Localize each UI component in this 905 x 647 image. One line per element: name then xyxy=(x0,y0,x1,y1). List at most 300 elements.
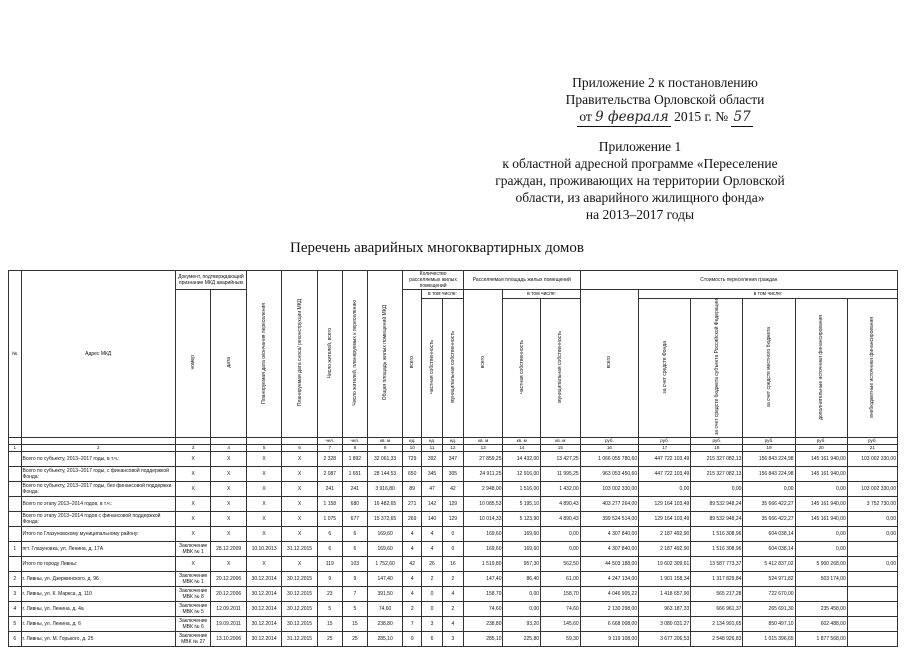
table-row-cell: 6 668 008,00 xyxy=(580,616,638,631)
table-row-cell: 28.12.2009 xyxy=(211,541,246,556)
table-row-cell: X xyxy=(175,511,210,526)
table-row-cell: 1 066 055 780,60 xyxy=(580,451,638,466)
table-row-cell: 103 002 330,00 xyxy=(847,451,897,466)
header-premises-incl: в том числе: xyxy=(422,290,464,299)
table-row-cell: 3 xyxy=(422,616,443,631)
table-row-cell: 269 xyxy=(403,511,422,526)
table-row-cell: 850 497,10 xyxy=(743,616,795,631)
table-row-cell: 4 307 840,00 xyxy=(580,541,638,556)
table-row-cell: 31.12.2015 xyxy=(282,541,317,556)
table-row-cell: 4 xyxy=(422,541,443,556)
table-row-cell: 11 995,25 xyxy=(541,466,581,481)
table-row-cell: X xyxy=(175,481,210,496)
table-row-cell xyxy=(9,451,22,466)
table-row-cell: 86,40 xyxy=(503,571,541,586)
table-row-cell: X xyxy=(175,556,210,571)
table-row-cell: 4 890,43 xyxy=(541,496,581,511)
table-row-cell: 30.12.2014 xyxy=(246,571,281,586)
table-row-cell: 19.09.2011 xyxy=(211,616,246,631)
table-row-cell: 10 085,53 xyxy=(463,496,503,511)
table-row-cell: X xyxy=(246,481,281,496)
table-row-cell: 215 327 082,13 xyxy=(691,466,743,481)
table-row-cell: пгт. Глазуновка, ул. Ленина, д. 17А xyxy=(21,541,175,556)
table-row-cell: 129 164 103,49 xyxy=(639,496,691,511)
units-row-cell: ед. xyxy=(403,437,422,444)
header-area-private: частная собственность xyxy=(503,299,541,438)
buildings-table-wrapper xyxy=(8,270,898,647)
table-row-cell: 129 164 103,49 xyxy=(639,511,691,526)
table-row-cell: 399 524 514,00 xyxy=(580,511,638,526)
table-row-cell: 3 752 730,00 xyxy=(847,496,897,511)
table-row-cell: 345 xyxy=(422,466,443,481)
table-row-cell: 9 xyxy=(403,631,422,646)
table-row-cell: 44 503 188,00 xyxy=(580,556,638,571)
table-row-cell: 0,00 xyxy=(795,526,847,541)
table-row-cell: 2 328 xyxy=(317,451,342,466)
table-row-cell: 0,00 xyxy=(795,481,847,496)
table-row-cell: X xyxy=(246,451,281,466)
table-row-cell: 20.12.2006 xyxy=(211,571,246,586)
table-row-cell: 2 xyxy=(442,601,463,616)
table-row-cell: 25 xyxy=(317,631,342,646)
table-row-cell: 3 080 031,27 xyxy=(639,616,691,631)
units-row-cell: чел. xyxy=(317,437,342,444)
column-numbers-row-cell: 17 xyxy=(639,444,691,451)
header-cost: Стоимость переселения граждан xyxy=(580,271,897,290)
table-row-cell: 225,80 xyxy=(503,631,541,646)
appendix-1-header xyxy=(490,138,790,223)
table-row xyxy=(9,466,898,481)
units-row-cell: руб. xyxy=(580,437,638,444)
table-row-cell: 15 xyxy=(342,616,367,631)
table-row-cell: 158,70 xyxy=(541,586,581,601)
table-row-cell: 145 161 940,00 xyxy=(795,496,847,511)
table-row-cell: 2 187 492,90 xyxy=(639,541,691,556)
header-area: Общая площадь жилых помещений МКД xyxy=(367,271,402,438)
header-area-total: всего xyxy=(463,290,503,438)
table-row-cell: 147,40 xyxy=(367,571,402,586)
appendix-1-line3: граждан, проживающих на территории Орловской xyxy=(495,173,785,188)
header-cost-local: за счет средств местного бюджета xyxy=(743,299,795,438)
column-numbers-row-cell: 12 xyxy=(442,444,463,451)
table-row-cell: г. Ливны, ул. Ленина, д. 6 xyxy=(21,616,175,631)
table-row-cell: 129 xyxy=(442,496,463,511)
units-row-cell: руб. xyxy=(743,437,795,444)
table-row-cell: 1 892 xyxy=(342,451,367,466)
table-row-cell: 2 xyxy=(9,571,22,586)
table-row-cell: 0 xyxy=(442,541,463,556)
table-row-cell: 447 722 103,49 xyxy=(639,451,691,466)
table-row-cell: 145 161 940,00 xyxy=(795,451,847,466)
table-row-cell xyxy=(9,556,22,571)
table-row-cell: 61,00 xyxy=(541,571,581,586)
appendix-1-line1: Приложение 1 xyxy=(598,139,682,154)
table-row-cell: 4 xyxy=(403,526,422,541)
table-row-cell: 6 xyxy=(342,526,367,541)
table-row xyxy=(9,451,898,466)
table-row-cell: 42 xyxy=(442,481,463,496)
table-row-cell: 35 666 422,27 xyxy=(743,511,795,526)
table-row-cell: 5 xyxy=(317,601,342,616)
table-row-cell: 5 xyxy=(9,616,22,631)
table-row-cell: 4 890,43 xyxy=(541,511,581,526)
table-row-cell: X xyxy=(282,481,317,496)
table-row-cell: 145 161 940,00 xyxy=(795,466,847,481)
appendix-2-line1: Приложение 2 к постановлению xyxy=(572,75,758,90)
table-row-cell xyxy=(847,541,897,556)
table-row-cell: Всего по этапу 2013–2014 годов с финансовой поддержкой Фонда: xyxy=(21,511,175,526)
table-row-cell: 604 038,14 xyxy=(743,541,795,556)
table-row-cell: 12 916,00 xyxy=(503,466,541,481)
table-row-cell xyxy=(795,586,847,601)
table-row-cell: X xyxy=(211,526,246,541)
table-row-cell: 0,00 xyxy=(691,481,743,496)
table-row-cell: 47 xyxy=(422,481,443,496)
table-row-cell: 158,70 xyxy=(463,586,503,601)
table-row-cell: 30.12.2014 xyxy=(246,586,281,601)
table-row-cell: 1 432,00 xyxy=(541,481,581,496)
table-row-cell: 20.12.2006 xyxy=(211,586,246,601)
table-row-cell: 145 161 940,00 xyxy=(795,511,847,526)
header-area-municipal: муниципальная собственность xyxy=(541,299,581,438)
table-row-cell: 0,00 xyxy=(847,526,897,541)
table-row-cell: 3 677 206,53 xyxy=(639,631,691,646)
table-row-cell: 1 516 308,96 xyxy=(691,526,743,541)
units-row-cell: чел. xyxy=(342,437,367,444)
table-row-cell: Заключение МВК № 1 xyxy=(175,571,210,586)
table-row-cell: 74,60 xyxy=(541,601,581,616)
table-row-cell: 285,10 xyxy=(463,631,503,646)
column-numbers-row-cell: 5 xyxy=(246,444,281,451)
table-row-cell: 2 130 298,00 xyxy=(580,601,638,616)
table-row-cell: 650 xyxy=(403,466,422,481)
table-row-cell xyxy=(9,496,22,511)
table-row-cell: X xyxy=(246,526,281,541)
table-row-cell: X xyxy=(282,466,317,481)
table-row-cell: X xyxy=(211,451,246,466)
table-row-cell: 391,50 xyxy=(367,586,402,601)
units-row-cell: руб. xyxy=(795,437,847,444)
table-row-cell: 238,80 xyxy=(367,616,402,631)
table-row-cell: X xyxy=(211,466,246,481)
table-row-cell: X xyxy=(246,556,281,571)
appendix-2-line2: Правительства Орловской области xyxy=(565,92,765,107)
table-row-cell: 1 651 xyxy=(342,466,367,481)
table-row-cell: X xyxy=(246,496,281,511)
table-row-cell: 5 900 268,00 xyxy=(795,556,847,571)
table-row xyxy=(9,571,898,586)
units-row-cell xyxy=(175,437,210,444)
table-row-cell: 169,60 xyxy=(463,541,503,556)
table-row-cell: X xyxy=(211,481,246,496)
table-row-cell: X xyxy=(175,451,210,466)
table-row-cell: 5 195,10 xyxy=(503,496,541,511)
appendix-1-line4: области, из аварийного жилищного фонда» xyxy=(515,190,765,205)
table-row-cell: 74,60 xyxy=(463,601,503,616)
table-row-cell: 30.12.2015 xyxy=(282,616,317,631)
table-row-cell: 13 587 773,37 xyxy=(691,556,743,571)
table-row-cell: 10.10.2013 xyxy=(246,541,281,556)
table-row-cell: г. Ливны, ул. Ленина, д. 4а xyxy=(21,601,175,616)
units-row-cell xyxy=(282,437,317,444)
table-row-cell: 241 xyxy=(317,481,342,496)
table-row-cell: 10 014,33 xyxy=(463,511,503,526)
handwritten-date: 9 февраля xyxy=(595,109,669,125)
header-planned-demolition: Планируемая дата сноса/ реконструкции МКД xyxy=(282,271,317,438)
table-row-cell: 35 666 422,27 xyxy=(743,496,795,511)
table-row xyxy=(9,541,898,556)
column-numbers-row-cell: 18 xyxy=(691,444,743,451)
table-row-cell: 2 087 xyxy=(317,466,342,481)
header-doc-date: дата xyxy=(211,290,246,438)
column-numbers-row-cell: 4 xyxy=(211,444,246,451)
units-row-cell xyxy=(246,437,281,444)
header-document: Документ, подтверждающий признание МКД аварийным xyxy=(175,271,246,290)
table-row-cell: 59,30 xyxy=(541,631,581,646)
table-row-cell: 12.09.2011 xyxy=(211,601,246,616)
table-row-cell: 1 418 657,90 xyxy=(639,586,691,601)
table-row-cell: 215 327 082,13 xyxy=(691,451,743,466)
table-row-cell: 145,60 xyxy=(541,616,581,631)
table-row-cell xyxy=(847,616,897,631)
table-row-cell: 0 xyxy=(442,526,463,541)
table-row-cell: 2 xyxy=(422,571,443,586)
table-row-cell: 169,60 xyxy=(367,526,402,541)
units-row-cell: кв. м xyxy=(463,437,503,444)
header-planned-end: Планируемая дата окончания переселения xyxy=(246,271,281,438)
table-row-cell: 15 372,65 xyxy=(367,511,402,526)
table-row-cell: X xyxy=(282,511,317,526)
table-row-cell: 27 859,25 xyxy=(463,451,503,466)
table-row-cell: 2 948,00 xyxy=(463,481,503,496)
table-row-cell: 26 xyxy=(422,556,443,571)
column-numbers-row-cell: 19 xyxy=(743,444,795,451)
table-row-cell: Итого по Глазуновскому муниципальному району: xyxy=(21,526,175,541)
units-row-cell: кв. м xyxy=(541,437,581,444)
table-row-cell: Итого по городу Ливны: xyxy=(21,556,175,571)
table-row-cell: 0 xyxy=(422,601,443,616)
table-row-cell: 28 144,53 xyxy=(367,466,402,481)
table-row-cell: 3 916,80 xyxy=(367,481,402,496)
table-row-cell: 4 xyxy=(9,601,22,616)
table-row-cell: 3 xyxy=(9,586,22,601)
header-cost-fund: за счет средств Фонда xyxy=(639,299,691,438)
table-row-cell: X xyxy=(211,496,246,511)
table-row-cell: 4 xyxy=(403,586,422,601)
table-row xyxy=(9,511,898,526)
table-row-cell: X xyxy=(211,556,246,571)
table-row-cell: 13 427,25 xyxy=(541,451,581,466)
column-numbers-row-cell: 7 xyxy=(317,444,342,451)
table-row-cell: 729 xyxy=(403,451,422,466)
header-area-incl: в том числе: xyxy=(503,290,580,299)
header-cost-incl: в том числе: xyxy=(639,290,898,299)
table-row-cell: 963 053 450,60 xyxy=(580,466,638,481)
table-row-cell: 0,00 xyxy=(541,526,581,541)
table-row-cell: 1 317 829,84 xyxy=(691,571,743,586)
table-row-cell: 31.12.2015 xyxy=(282,631,317,646)
table-row-cell: 4 xyxy=(422,526,443,541)
table-row-cell: 285,10 xyxy=(367,631,402,646)
column-numbers-row-cell: 11 xyxy=(422,444,443,451)
table-row-cell xyxy=(847,571,897,586)
decree-number-label: № xyxy=(715,109,729,124)
table-row-cell: 680 xyxy=(342,496,367,511)
table-row-cell: 42 xyxy=(403,556,422,571)
table-row-cell xyxy=(847,586,897,601)
table-row-cell: 4 xyxy=(442,586,463,601)
table-row-cell: 7 xyxy=(403,616,422,631)
units-row-cell: руб. xyxy=(639,437,691,444)
table-row-cell: 169,60 xyxy=(463,526,503,541)
table-row-cell: 169,60 xyxy=(367,541,402,556)
column-numbers-row-cell: 15 xyxy=(541,444,581,451)
table-row-cell: 1 519,80 xyxy=(463,556,503,571)
units-row-cell: руб. xyxy=(847,437,897,444)
table-row-cell: 30.12.2014 xyxy=(246,601,281,616)
table-row-cell: 5 123,90 xyxy=(503,511,541,526)
table-row-cell xyxy=(9,511,22,526)
table-row-cell: 6 xyxy=(317,526,342,541)
table-row-cell: Заключение МВК № 6 xyxy=(175,616,210,631)
table-row-cell: Заключение МВК № 27 xyxy=(175,631,210,646)
table-row-cell: Всего по этапу 2013–2014 годов, в т.ч.: xyxy=(21,496,175,511)
table-row-cell: 13.10.2006 xyxy=(211,631,246,646)
table-row-cell: 89 532 948,24 xyxy=(691,511,743,526)
header-cost-federal: за счет средств бюджета субъекта Российской Федерации xyxy=(691,299,743,438)
table-row-cell: 347 xyxy=(442,451,463,466)
units-row-cell: ед. xyxy=(422,437,443,444)
table-row-cell: 524 971,82 xyxy=(743,571,795,586)
table-row-cell: Заключение МВК № 1 xyxy=(175,541,210,556)
table-row-cell: X xyxy=(175,466,210,481)
table-row xyxy=(9,631,898,646)
appendix-2-header xyxy=(545,74,785,127)
table-row-cell: 156 843 224,98 xyxy=(743,451,795,466)
table-row-cell: 6 xyxy=(9,631,22,646)
table-row-cell: 156 843 224,98 xyxy=(743,466,795,481)
table-row-cell: 89 532 948,24 xyxy=(691,496,743,511)
column-numbers-row-cell: 2 xyxy=(21,444,175,451)
table-row-cell: 1 516,00 xyxy=(503,481,541,496)
column-numbers-row-cell: 13 xyxy=(463,444,503,451)
table-row-cell: 6 xyxy=(317,541,342,556)
units-row-cell: руб. xyxy=(691,437,743,444)
table-row-cell: X xyxy=(282,526,317,541)
table-row-cell: 1 901 158,34 xyxy=(639,571,691,586)
header-cost-non-required: внебюджетные источники финансирования xyxy=(847,299,897,438)
table-row-cell: 19 602 309,61 xyxy=(639,556,691,571)
table-row-cell: 103 xyxy=(342,556,367,571)
table-row-cell: 1 516 308,96 xyxy=(691,541,743,556)
table-row-cell: 9 xyxy=(317,571,342,586)
table-row-cell: 169,60 xyxy=(503,541,541,556)
table-row-cell: 562,50 xyxy=(541,556,581,571)
table-row-cell: X xyxy=(175,496,210,511)
table-row-cell: 2 xyxy=(403,601,422,616)
table-row-cell: 6 xyxy=(342,541,367,556)
table-row-cell: г. Ливны, ул. М. Горького, д. 25 xyxy=(21,631,175,646)
column-numbers-row-cell: 3 xyxy=(175,444,210,451)
header-residents: Число жителей, всего xyxy=(317,271,342,438)
header-premises-total: всего xyxy=(403,290,422,438)
table-row-cell: 677 xyxy=(342,511,367,526)
table-row-cell: 0,00 xyxy=(639,481,691,496)
column-numbers-row xyxy=(9,444,898,451)
table-row-cell: 2 134 991,65 xyxy=(691,616,743,631)
table-row-cell: 0,00 xyxy=(503,601,541,616)
header-no: № xyxy=(9,271,22,438)
table-row-cell: 5 412 837,02 xyxy=(743,556,795,571)
table-row-cell: г. Ливны, ул. Дзержинского, д. 96 xyxy=(21,571,175,586)
handwritten-number: 57 xyxy=(733,109,751,125)
table-row-cell: 0,00 xyxy=(541,541,581,556)
column-numbers-row-cell: 6 xyxy=(282,444,317,451)
table-row xyxy=(9,481,898,496)
units-row-cell: кв. м xyxy=(367,437,402,444)
table-row-cell: X xyxy=(282,451,317,466)
table-row-cell: 30.12.2015 xyxy=(282,586,317,601)
appendix-1-line5: на 2013–2017 годы xyxy=(585,207,695,222)
table-row-cell: 23 xyxy=(317,586,342,601)
table-row-cell: 140 xyxy=(422,511,443,526)
table-row-cell: 15 xyxy=(317,616,342,631)
table-row-cell: 0,00 xyxy=(795,541,847,556)
table-row-cell: 30.12.2014 xyxy=(246,616,281,631)
table-row-cell: 129 xyxy=(442,511,463,526)
table-row-cell: 169,60 xyxy=(503,526,541,541)
table-row-cell: 103 002 330,00 xyxy=(580,481,638,496)
table-row-cell: 7 xyxy=(342,586,367,601)
table-row-cell: 1 877 568,00 xyxy=(795,631,847,646)
table-row-cell: 119 xyxy=(317,556,342,571)
table-row-cell: Заключение МВК № 5 xyxy=(175,601,210,616)
header-premises-private: частная собственность xyxy=(422,299,443,438)
table-row-cell: X xyxy=(282,556,317,571)
table-row-cell xyxy=(847,601,897,616)
table-row-cell xyxy=(9,526,22,541)
table-row-cell: 4 xyxy=(403,571,422,586)
table-row-cell: 604 038,14 xyxy=(743,526,795,541)
table-row-cell: 503 174,00 xyxy=(795,571,847,586)
header-premises-municipal: муниципальная собственность xyxy=(442,299,463,438)
header-cost-total: всего xyxy=(580,290,638,438)
table-row-cell: 271 xyxy=(403,496,422,511)
table-row-cell: 392 xyxy=(422,451,443,466)
table-row-cell: 32 061,33 xyxy=(367,451,402,466)
table-row-cell: 265 691,30 xyxy=(743,601,795,616)
table-row-cell: 89 xyxy=(403,481,422,496)
decree-year: 2015 г. xyxy=(674,109,712,124)
document-title: Перечень аварийных многоквартирных домов xyxy=(290,240,584,256)
header-doc-number: номер xyxy=(175,290,210,438)
table-row-cell: 2 548 926,83 xyxy=(691,631,743,646)
table-row-cell: 16 xyxy=(442,556,463,571)
table-row-cell: 4 xyxy=(442,616,463,631)
column-numbers-row-cell: 20 xyxy=(795,444,847,451)
units-row-cell: кв. м xyxy=(503,437,541,444)
table-row-cell: 1 752,60 xyxy=(367,556,402,571)
column-numbers-row-cell: 1 xyxy=(9,444,22,451)
table-row-cell: 93,20 xyxy=(503,616,541,631)
table-row xyxy=(9,616,898,631)
table-row-cell: 9 119 108,00 xyxy=(580,631,638,646)
table-row-cell: 142 xyxy=(422,496,443,511)
table-row xyxy=(9,601,898,616)
column-numbers-row-cell: 8 xyxy=(342,444,367,451)
table-row xyxy=(9,496,898,511)
table-row-cell: 0,00 xyxy=(847,556,897,571)
